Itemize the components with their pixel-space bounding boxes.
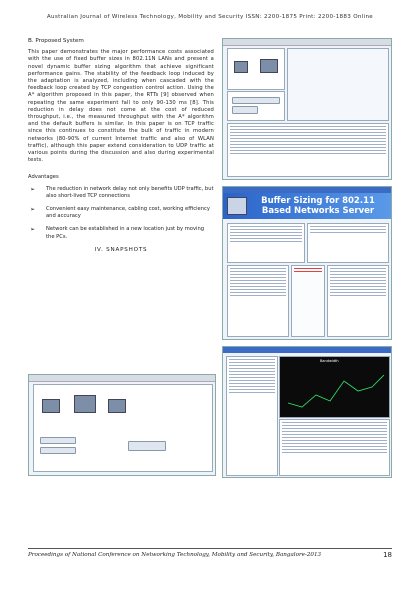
window-titlebar	[29, 375, 215, 382]
server-icon	[227, 197, 247, 215]
advantages-list	[28, 186, 214, 241]
input-field[interactable]	[40, 437, 76, 444]
window-titlebar	[223, 39, 391, 46]
send-button[interactable]	[232, 106, 258, 114]
file-received-list	[227, 265, 289, 337]
chart-title: Bandwidth	[320, 359, 339, 363]
arrow-bullet-icon: ➢	[30, 226, 36, 234]
advantage-item: ➢ The reduction in network delay not only benefits UDP traffic, but also short-lived TCP connections	[30, 185, 214, 199]
server-banner-title: Buffer Sizing for 802.11 Based Networks Server	[261, 196, 375, 216]
page-number: 18	[383, 551, 392, 559]
input-field[interactable]	[232, 97, 280, 104]
input-field[interactable]	[40, 447, 76, 454]
controls-panel	[227, 91, 285, 121]
server-banner	[223, 193, 391, 219]
bandwidth-chart	[279, 356, 390, 418]
left-column	[28, 38, 214, 254]
log-table	[227, 123, 389, 177]
pc-icon	[42, 399, 60, 413]
advantage-item: ➢ Convenient easy maintenance, cabling cost, working efficiency and accuracy	[30, 206, 210, 220]
pc-icon	[108, 399, 126, 413]
journal-header: Australian Journal of Wireless Technology, Mobility and Security ISSN: 2200-1875 Print: 2200-1883 Online	[46, 14, 374, 20]
network-panel	[227, 48, 285, 90]
arrow-bullet-icon: ➢	[30, 206, 36, 214]
screenshot-transfer-window	[28, 374, 216, 476]
bandwidth-series-line	[288, 375, 384, 407]
buffer-sizing-panel	[307, 223, 389, 263]
window-titlebar	[223, 347, 391, 353]
bandwidth-line-chart	[280, 357, 389, 417]
advantages-title: Advantages	[28, 174, 59, 181]
section-title-proposed-system: B. Proposed System	[28, 38, 84, 44]
router-icon	[74, 395, 96, 413]
status-panel	[287, 48, 389, 121]
results-table	[279, 419, 390, 476]
advantage-item: ➢ Network can be established in a new location just by moving the PCs.	[30, 226, 205, 240]
arrow-bullet-icon: ➢	[30, 185, 36, 193]
note-panel	[291, 265, 325, 337]
footer-rule	[28, 548, 392, 549]
screenshot-server-window	[222, 186, 392, 340]
pc-icon	[234, 61, 248, 73]
packet-receiver-list	[327, 265, 389, 337]
footer-text: Proceedings of National Conference on Networking Technology, Mobility and Security, Bangalore-2013	[28, 552, 322, 558]
router-icon	[260, 59, 278, 73]
section-title-snapshots: IV. SNAPSHOTS	[94, 246, 148, 253]
transfer-panel	[33, 384, 213, 472]
screenshot-client-window	[222, 38, 392, 180]
settings-panel	[226, 356, 278, 476]
send-button[interactable]	[128, 441, 166, 451]
screenshot-analysis-window	[222, 346, 392, 478]
proposed-system-paragraph: This paper demonstrates the major performance costs associated with the use of fixed buffer sizes in 802.11N LANs and present a novel dynamic buffer sizing algorithm that achieve significant performance gains. The stability of the feedback loop induced by the adaptation is analyzed, including when cascaded with the feedback loop created by TCP congestion control action. Using the A* algorithm proposed in this paper, the RTTs [9] observed when repeating the same experiment fall to only 90-130 ms [8]. This reduction in delay does not come at the cost of reduced throughput, i.e., the measured throughput with the A* algorithm and the default buffers is similar. In this paper is on TCP traffic since this continues to constitute the bulk of traffic in modern networks (80-90% of current Internet traffic and also of WLAN traffic), although this paper extend consideration to UDP traffic at various points during the discussion and also during experimental tests.	[28, 49, 214, 164]
network-info-panel	[227, 223, 305, 263]
